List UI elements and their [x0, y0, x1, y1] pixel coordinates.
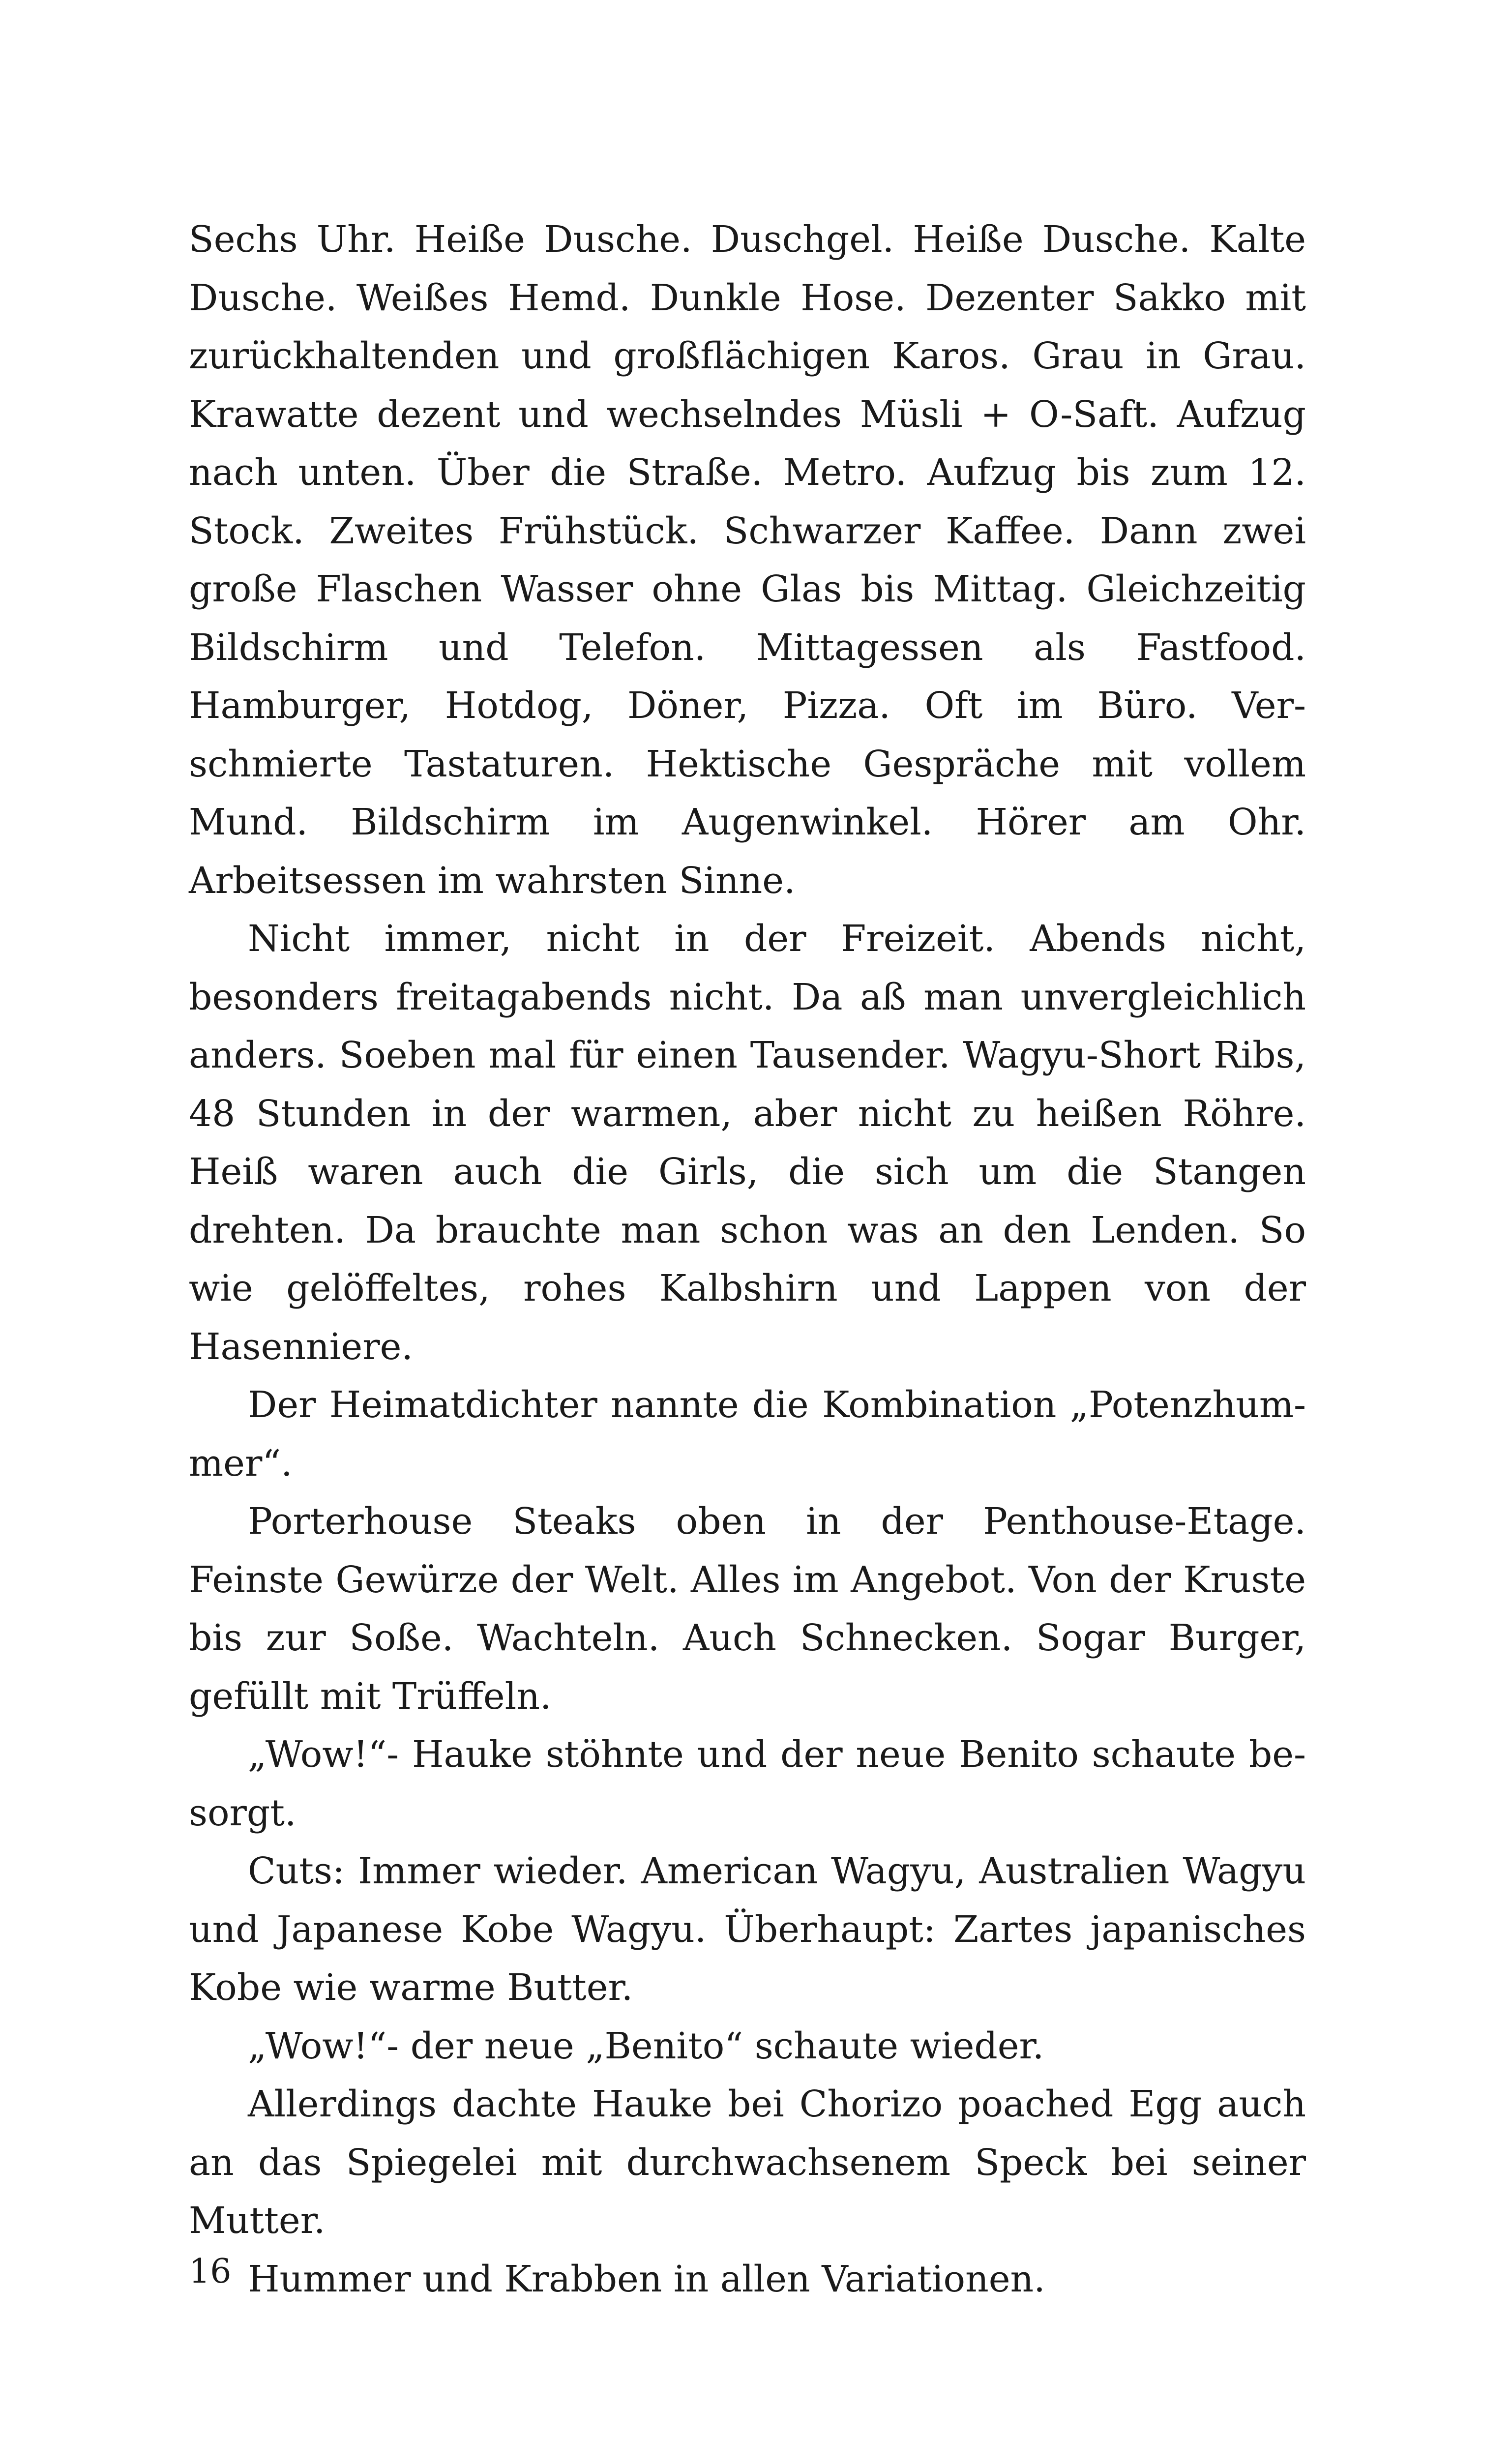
paragraph-leisure-dining: Nicht immer, nicht in der Freizeit. Abends nicht, besonders freitagabends nicht. Da aß man unvergleichlich anders. Soeben mal für einen Tausender. Wagyu-Short Ribs, 48 Stunden in der warmen, aber nicht zu heißen Röhre. Heiß waren auch die Girls, die sich um die Stangen drehten. Da brauchte man schon was an den Lenden. So wie gelöffeltes, rohes Kalbshirn und Lappen von der Hasenniere.	[189, 918, 1306, 1368]
paragraph-chorizo: Allerdings dachte Hauke bei Chorizo poached Egg auch an das Spiegelei mit durchwachsenem Speck bei seiner Mutter.	[189, 2083, 1306, 2242]
paragraph-cuts: Cuts: Immer wieder. American Wagyu, Australien Wagyu und Japanese Kobe Wagyu. Überhaupt: Zartes japanisches Kobe wie warme Butter.	[189, 1850, 1306, 2009]
body-text	[189, 210, 1306, 2308]
page-number: 16	[189, 2252, 232, 2291]
paragraph-heimatdichter: Der Heimatdichter nannte die Kombination „Potenzhummer“.	[189, 1384, 1306, 1485]
paragraph-wow-hauke: „Wow!“- Hauke stöhnte und der neue Benito schaute besorgt.	[189, 1733, 1306, 1834]
paragraph-penthouse: Porterhouse Steaks oben in der Penthouse-Etage. Feinste Gewürze der Welt. Alles im Angebot. Von der Kruste bis zur Soße. Wachteln. Auch Schnecken. Sogar Burger, gefüllt mit Trüffeln.	[189, 1500, 1306, 1718]
paragraph-morning-routine: Sechs Uhr. Heiße Dusche. Duschgel. Heiße Dusche. Kalte Dusche. Weißes Hemd. Dunkle Hose. Dezenter Sakko mit zurückhaltenden und großflächigen Karos. Grau in Grau. Krawatte dezent und wechselndes Müsli + O-Saft. Aufzug nach unten. Über die Straße. Metro. Aufzug bis zum 12. Stock. Zweites Frühstück. Schwarzer Kaffee. Dann zwei große Flaschen Wasser ohne Glas bis Mittag. Gleichzeitig Bildschirm und Telefon. Mittagessen als Fastfood. Hamburger, Hotdog, Döner, Pizza. Oft im Büro. Verschmierte Tastaturen. Hektische Gespräche mit vollem Mund. Bildschirm im Augenwinkel. Hörer am Ohr. Arbeitsessen im wahrsten Sinne.	[189, 218, 1306, 902]
paragraph-hummer: Hummer und Krabben in allen Variationen.	[248, 2258, 1045, 2300]
paragraph-wow-benito: „Wow!“- der neue „Benito“ schaute wieder.	[248, 2024, 1044, 2067]
